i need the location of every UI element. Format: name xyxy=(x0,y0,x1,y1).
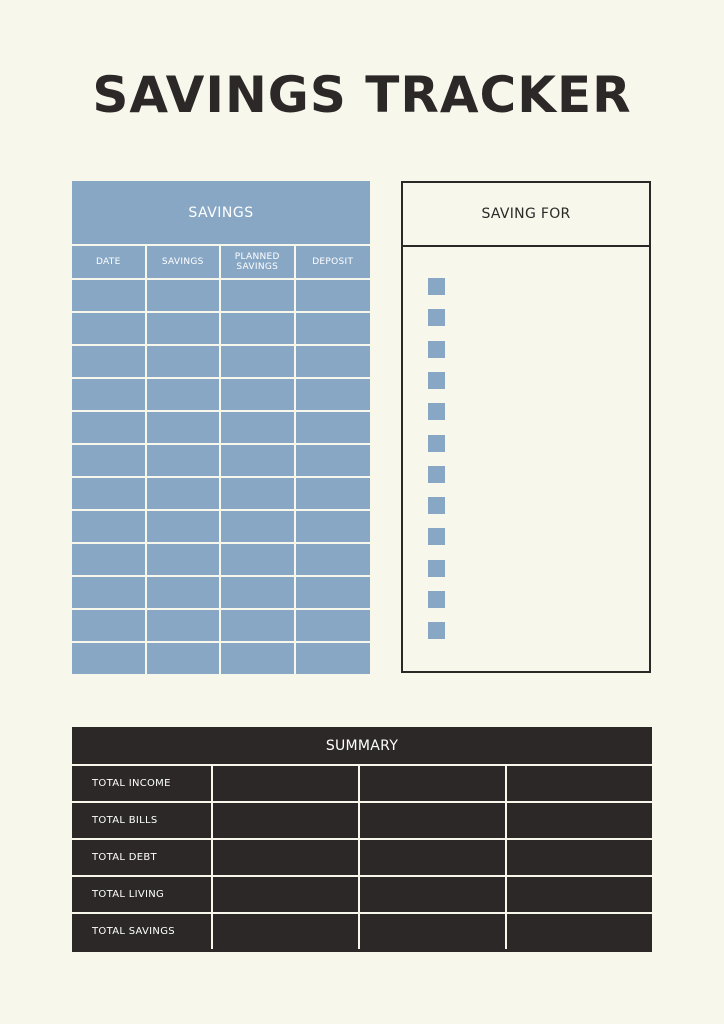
savings-cell[interactable] xyxy=(221,511,296,544)
savings-cell[interactable] xyxy=(72,280,147,313)
savings-cell[interactable] xyxy=(72,379,147,412)
summary-cell[interactable] xyxy=(213,803,360,838)
summary-row xyxy=(72,877,652,914)
summary-row-label: TOTAL INCOME xyxy=(72,766,213,801)
summary-cell[interactable] xyxy=(360,840,507,875)
savings-cell[interactable] xyxy=(147,610,222,643)
saving-for-heading: SAVING FOR xyxy=(403,183,649,247)
summary-rows xyxy=(72,766,652,949)
savings-cell[interactable] xyxy=(147,379,222,412)
checkbox[interactable] xyxy=(428,591,445,608)
saving-for-box xyxy=(401,181,651,673)
savings-cell[interactable] xyxy=(72,412,147,445)
savings-cell[interactable] xyxy=(72,445,147,478)
savings-cell[interactable] xyxy=(296,379,371,412)
checkbox[interactable] xyxy=(428,622,445,639)
savings-cell[interactable] xyxy=(221,577,296,610)
savings-cell[interactable] xyxy=(296,544,371,577)
savings-cell[interactable] xyxy=(296,346,371,379)
summary-cell[interactable] xyxy=(507,840,652,875)
checkbox[interactable] xyxy=(428,278,445,295)
savings-cell[interactable] xyxy=(296,280,371,313)
checkbox[interactable] xyxy=(428,403,445,420)
savings-cell[interactable] xyxy=(296,610,371,643)
savings-cell[interactable] xyxy=(147,280,222,313)
summary-row-label: TOTAL SAVINGS xyxy=(72,914,213,949)
savings-cell[interactable] xyxy=(72,610,147,643)
savings-cell[interactable] xyxy=(221,478,296,511)
savings-cell[interactable] xyxy=(221,643,296,674)
summary-row xyxy=(72,766,652,803)
savings-cell[interactable] xyxy=(72,577,147,610)
checkbox[interactable] xyxy=(428,341,445,358)
savings-cell[interactable] xyxy=(147,577,222,610)
savings-table xyxy=(72,181,370,674)
summary-row xyxy=(72,840,652,877)
summary-cell[interactable] xyxy=(360,914,507,949)
summary-cell[interactable] xyxy=(213,840,360,875)
savings-cell[interactable] xyxy=(221,280,296,313)
savings-rows xyxy=(72,280,370,674)
summary-heading: SUMMARY xyxy=(72,727,652,766)
summary-cell[interactable] xyxy=(507,803,652,838)
checkbox[interactable] xyxy=(428,466,445,483)
column-header-deposit: DEPOSIT xyxy=(296,246,371,280)
savings-cell[interactable] xyxy=(72,643,147,674)
summary-row-label: TOTAL LIVING xyxy=(72,877,213,912)
savings-cell[interactable] xyxy=(296,445,371,478)
checkbox[interactable] xyxy=(428,560,445,577)
savings-cell[interactable] xyxy=(296,511,371,544)
savings-cell[interactable] xyxy=(147,346,222,379)
summary-cell[interactable] xyxy=(507,877,652,912)
summary-row-label: TOTAL BILLS xyxy=(72,803,213,838)
savings-cell[interactable] xyxy=(221,313,296,346)
savings-cell[interactable] xyxy=(147,511,222,544)
column-header-planned-savings xyxy=(221,246,296,280)
savings-cell[interactable] xyxy=(147,412,222,445)
summary-row-label: TOTAL DEBT xyxy=(72,840,213,875)
savings-cell[interactable] xyxy=(296,412,371,445)
savings-cell[interactable] xyxy=(296,478,371,511)
savings-table-heading: SAVINGS xyxy=(72,181,370,246)
savings-cell[interactable] xyxy=(147,643,222,674)
savings-cell[interactable] xyxy=(296,313,371,346)
savings-cell[interactable] xyxy=(221,379,296,412)
savings-cell[interactable] xyxy=(147,478,222,511)
savings-cell[interactable] xyxy=(221,445,296,478)
checkbox[interactable] xyxy=(428,309,445,326)
summary-cell[interactable] xyxy=(213,766,360,801)
summary-cell[interactable] xyxy=(360,766,507,801)
summary-cell[interactable] xyxy=(213,877,360,912)
summary-cell[interactable] xyxy=(213,914,360,949)
savings-cell[interactable] xyxy=(147,445,222,478)
checkbox[interactable] xyxy=(428,372,445,389)
savings-cell[interactable] xyxy=(72,544,147,577)
savings-cell[interactable] xyxy=(72,511,147,544)
savings-cell[interactable] xyxy=(72,313,147,346)
checkbox[interactable] xyxy=(428,435,445,452)
summary-table xyxy=(72,727,652,952)
summary-cell[interactable] xyxy=(360,877,507,912)
savings-cell[interactable] xyxy=(147,313,222,346)
summary-cell[interactable] xyxy=(507,914,652,949)
page-title: SAVINGS TRACKER xyxy=(92,66,632,124)
savings-cell[interactable] xyxy=(72,478,147,511)
savings-cell[interactable] xyxy=(221,544,296,577)
column-header-date: DATE xyxy=(72,246,147,280)
savings-cell[interactable] xyxy=(221,346,296,379)
savings-grid xyxy=(72,246,370,280)
savings-cell[interactable] xyxy=(296,577,371,610)
planned-savings-label: PLANNED SAVINGS xyxy=(234,252,280,272)
savings-cell[interactable] xyxy=(221,412,296,445)
summary-row xyxy=(72,803,652,840)
checkbox[interactable] xyxy=(428,497,445,514)
savings-cell[interactable] xyxy=(221,610,296,643)
summary-cell[interactable] xyxy=(360,803,507,838)
checkbox[interactable] xyxy=(428,528,445,545)
summary-row xyxy=(72,914,652,949)
savings-cell[interactable] xyxy=(72,346,147,379)
column-header-savings: SAVINGS xyxy=(147,246,222,280)
summary-cell[interactable] xyxy=(507,766,652,801)
savings-cell[interactable] xyxy=(296,643,371,674)
savings-cell[interactable] xyxy=(147,544,222,577)
